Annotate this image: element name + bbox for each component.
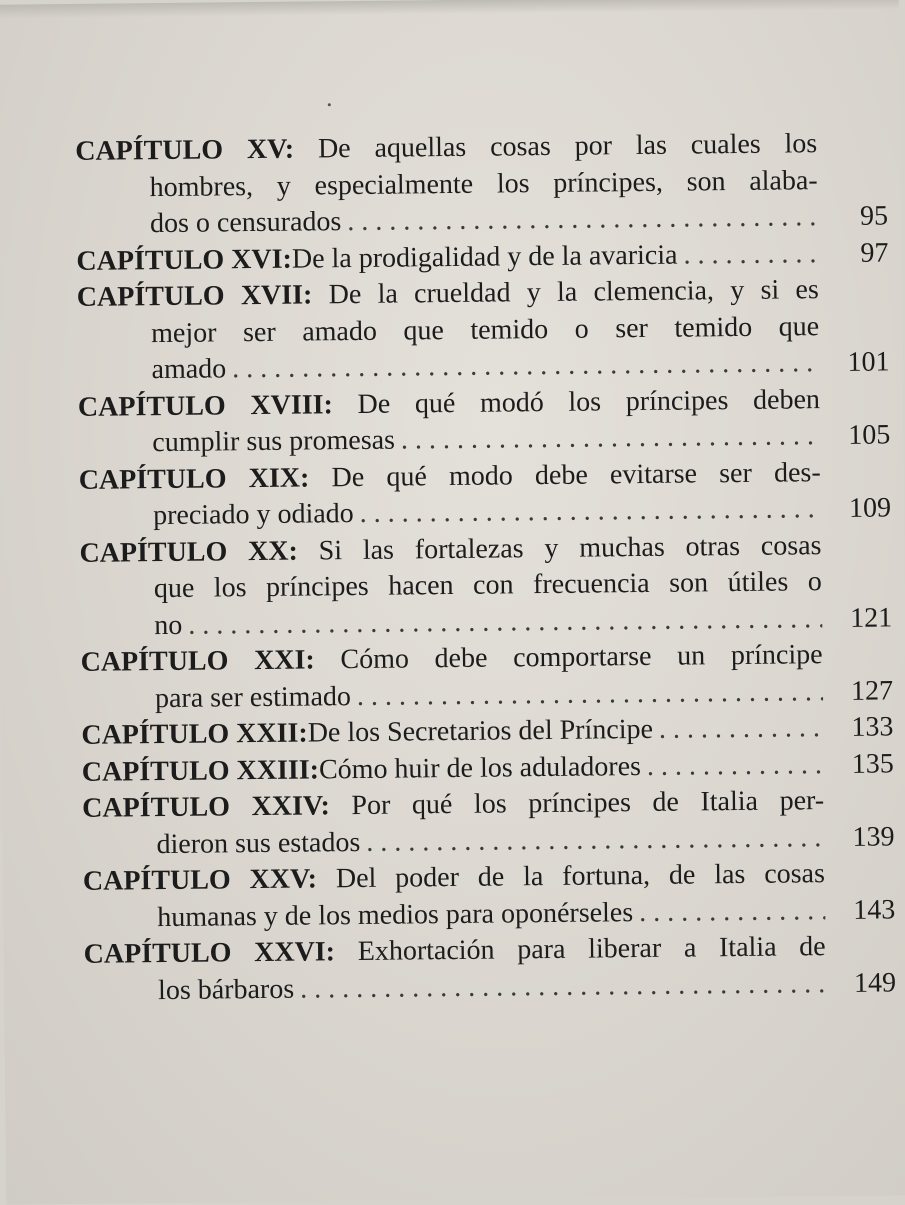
- chapter-title: De aquellas cosas por las cuales los: [317, 128, 818, 165]
- toc-entry-text: [84, 929, 827, 1010]
- chapter-title-end: cumplir sus promesas: [152, 424, 396, 459]
- chapter-title: Cómo huir de los aduladores: [318, 750, 642, 785]
- chapter-title-continuation: mejor ser amado que temido o ser temido que: [151, 310, 820, 349]
- toc-entry-text: [80, 637, 823, 718]
- page-number: 127: [850, 674, 894, 707]
- chapter-title-end: no: [154, 609, 183, 641]
- chapter-number: CAPÍTULO XXIII:: [81, 753, 320, 788]
- toc-entry-text: [83, 856, 826, 937]
- chapter-title: De la crueldad y la clemencia, y si es: [328, 274, 819, 311]
- chapter-number: CAPÍTULO XV:: [75, 133, 295, 167]
- chapter-number: CAPÍTULO XVII:: [76, 279, 313, 313]
- chapter-number: CAPÍTULO XXIV:: [81, 790, 331, 824]
- toc-entry-text: [79, 455, 822, 536]
- page-number: 121: [850, 601, 893, 634]
- toc-entry: [84, 928, 897, 1009]
- toc-entry-text: [79, 528, 822, 645]
- toc-entry-text: [78, 382, 821, 463]
- dot-leader: [232, 345, 820, 388]
- dot-leader: [401, 418, 821, 459]
- page-number: 105: [848, 419, 891, 451]
- toc-entry: [80, 636, 893, 717]
- chapter-title-end: los bárbaros: [157, 973, 295, 1006]
- toc-entry: [83, 855, 896, 936]
- dot-leader: [366, 820, 825, 861]
- page-number: 135: [851, 747, 894, 780]
- chapter-number: CAPÍTULO XIX:: [78, 461, 310, 496]
- chapter-title-continuation: que los príncipes hacen con frecuencia son útiles o: [153, 566, 822, 605]
- chapter-title: De la prodigalidad y de la avaricia: [291, 239, 678, 275]
- page-number: 109: [848, 492, 892, 524]
- chapter-number: CAPÍTULO XXI:: [80, 644, 315, 678]
- toc-entry-text: [77, 272, 820, 389]
- chapter-number: CAPÍTULO XX:: [79, 535, 299, 569]
- chapter-title: Si las fortalezas y muchas otras cosas: [318, 529, 822, 566]
- chapter-number: CAPÍTULO XVI:: [76, 243, 293, 277]
- toc-entry: [77, 271, 890, 389]
- dot-leader: [300, 966, 826, 1008]
- dot-leader: [359, 491, 821, 532]
- page-number: 97: [860, 236, 889, 269]
- ink-speck: [328, 103, 331, 106]
- dot-leader: [357, 674, 823, 715]
- page-number: 95: [859, 200, 889, 232]
- chapter-title-end: preciado y odiado: [152, 498, 354, 532]
- page-number: 149: [853, 966, 897, 999]
- toc-entry: [79, 454, 892, 535]
- chapter-number: CAPÍTULO XXVI:: [83, 936, 336, 970]
- toc-entry: [82, 782, 895, 863]
- chapter-title-end: humanas y de los medios para oponérseles: [157, 896, 634, 933]
- chapter-title: De qué modó los príncipes deben: [357, 383, 821, 420]
- chapter-title: Exhortación para liberar a Italia de: [357, 931, 826, 968]
- chapter-number: CAPÍTULO XXII:: [81, 717, 308, 751]
- chapter-title-end: para ser estimado: [154, 680, 352, 714]
- toc-entry-text: [82, 783, 825, 864]
- chapter-title-end: amado: [151, 353, 227, 386]
- toc-entry: [79, 527, 892, 645]
- chapter-title: Por qué los príncipes de Italia per-: [351, 785, 825, 822]
- chapter-title-end: dieron sus estados: [156, 826, 361, 860]
- page-number: 139: [852, 820, 895, 853]
- chapter-title: De los Secretarios del Príncipe: [307, 713, 654, 749]
- page-top-edge: [0, 0, 899, 19]
- dot-leader: [347, 199, 818, 240]
- chapter-number: CAPÍTULO XVIII:: [77, 388, 334, 423]
- table-of-contents: [75, 125, 896, 1009]
- toc-entry-text: [75, 126, 818, 243]
- chapter-title: De qué modo debe evitarse ser des-: [331, 456, 821, 493]
- dot-leader: [659, 710, 824, 748]
- page-number: 133: [851, 711, 894, 743]
- chapter-number: CAPÍTULO XXV:: [82, 863, 318, 897]
- toc-entry: [75, 125, 888, 243]
- chapter-title: Del poder de la fortuna, de las cosas: [335, 858, 826, 895]
- chapter-title-end: dos o censurados: [149, 206, 342, 240]
- toc-entry: [78, 381, 891, 462]
- page-number: 101: [847, 346, 890, 378]
- chapter-title-last-line: [84, 966, 826, 1010]
- dot-leader: [683, 236, 818, 274]
- page-number: 143: [853, 893, 896, 926]
- chapter-title-continuation: hombres, y especialmente los príncipes, son alaba-: [149, 164, 818, 203]
- dot-leader: [639, 893, 825, 931]
- dot-leader: [647, 747, 824, 785]
- chapter-title: Cómo debe comportarse un príncipe: [340, 639, 823, 676]
